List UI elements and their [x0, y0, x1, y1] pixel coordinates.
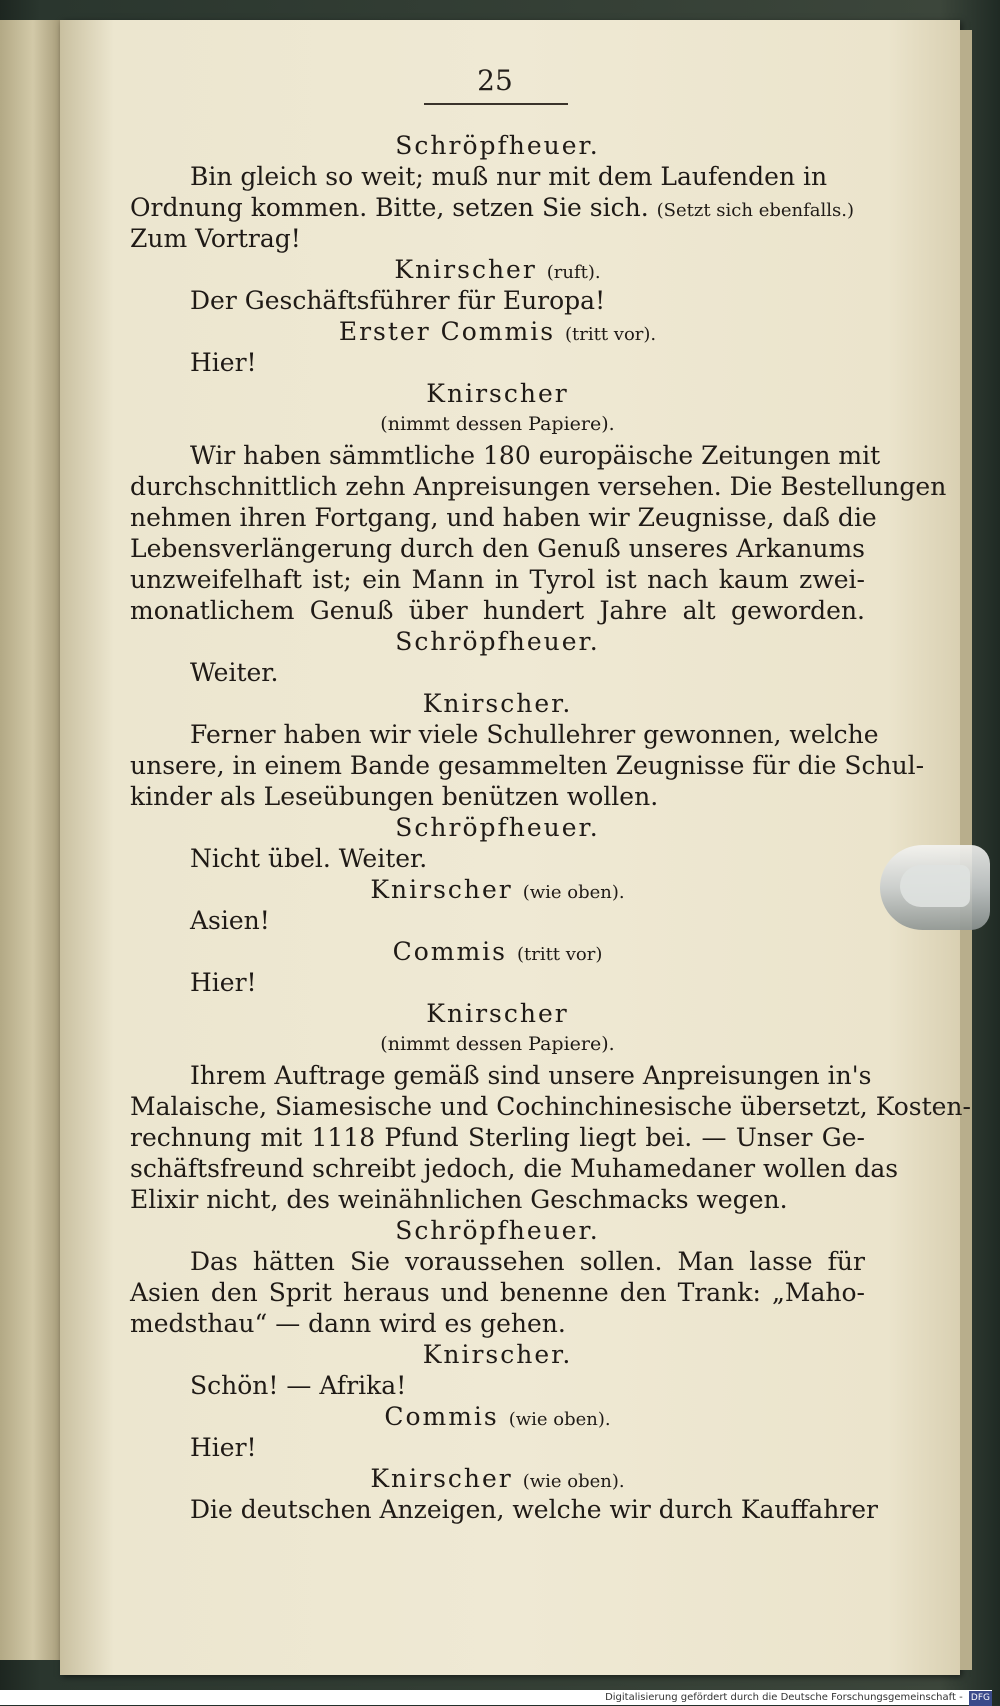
text-line — [130, 1091, 971, 1122]
facing-page-edge — [0, 20, 60, 1660]
footer-credit: Digitalisierung gefördert durch die Deutsche Forschungsgemeinschaft — [605, 1692, 956, 1703]
text-line — [130, 564, 865, 595]
text-line — [130, 1184, 865, 1215]
speaker-name — [130, 688, 865, 719]
stage-direction-text: (nimmt dessen Papiere). — [380, 1033, 615, 1055]
speaker-name — [130, 1463, 865, 1494]
speaker-name — [130, 626, 865, 657]
text-line-text: Zum Vortrag! — [130, 224, 301, 253]
text-line-text: Weiter. — [190, 658, 279, 687]
text-line — [130, 161, 865, 192]
speaker-name-text: Schröpfheuer. — [395, 813, 600, 842]
text-line-text: Bin gleich so weit; muß nur mit dem Laufenden in — [190, 162, 828, 191]
text-line-text: Schön! — Afrika! — [190, 1371, 407, 1400]
text-line — [130, 1432, 865, 1463]
header-rule — [424, 103, 568, 105]
text-line — [130, 967, 865, 998]
text-line — [130, 1246, 865, 1277]
speaker-name — [130, 1401, 865, 1432]
text-line — [130, 1277, 865, 1308]
text-line — [130, 1122, 865, 1153]
text-line-text: kinder als Leseübungen benützen wollen. — [130, 782, 659, 811]
text-line-text: Wir haben sämmtliche 180 europäische Zeitungen mit — [190, 441, 881, 470]
speaker-name-text: Erster Commis — [338, 317, 565, 346]
speaker-name — [130, 1339, 865, 1370]
text-line-text: Die deutschen Anzeigen, welche wir durch Kauffahrer — [190, 1495, 878, 1524]
text-line — [130, 1060, 872, 1091]
text-line-text: monatlichem Genuß über hundert Jahre alt geworden. — [130, 596, 865, 625]
paper-clip-inner — [900, 865, 970, 907]
stage-direction — [130, 409, 865, 440]
text-line — [130, 471, 947, 502]
text-line — [130, 1308, 865, 1339]
text-line — [130, 657, 865, 688]
page-number: 25 — [477, 64, 513, 97]
speaker-name — [130, 130, 865, 161]
text-line-text: Malaische, Siamesische und Cochinchinesische übersetzt, Kosten- — [130, 1092, 971, 1121]
speaker-name-text: Schröpfheuer. — [395, 627, 600, 656]
play-text — [130, 130, 971, 1525]
speaker-name-text: Knirscher. — [422, 689, 573, 718]
text-line-text: schäftsfreund schreibt jedoch, die Muhamedaner wollen das — [130, 1154, 899, 1183]
text-line-text: Asien! — [190, 906, 270, 935]
text-line-text: Das hätten Sie voraussehen sollen. Man lasse für — [190, 1247, 865, 1276]
text-line-text: rechnung mit 1118 Pfund Sterling liegt bei. — Unser Ge- — [130, 1123, 865, 1152]
speaker-name-text: Knirscher — [370, 1464, 523, 1493]
text-line — [130, 781, 865, 812]
speaker-name — [130, 936, 865, 967]
text-line — [130, 1370, 865, 1401]
text-line — [130, 533, 865, 564]
text-line-text: Asien den Sprit heraus und benenne den Trank: „Maho- — [130, 1278, 865, 1307]
stage-direction-inline: (wie oben). — [522, 882, 625, 903]
text-line — [130, 223, 865, 254]
text-line — [130, 285, 865, 316]
speaker-name — [130, 998, 865, 1029]
speaker-name-text: Schröpfheuer. — [395, 131, 600, 160]
speaker-name-text: Knirscher. — [422, 1340, 573, 1369]
text-line — [130, 595, 865, 626]
text-line — [130, 719, 879, 750]
text-line — [130, 905, 865, 936]
speaker-name-text: Knirscher — [370, 875, 523, 904]
speaker-name — [130, 316, 865, 347]
text-line-text: Hier! — [190, 1433, 257, 1462]
text-line — [130, 1494, 878, 1525]
speaker-name — [130, 1215, 865, 1246]
text-line-text: Ordnung kommen. Bitte, setzen Sie sich. — [130, 193, 657, 222]
text-line-text: durchschnittlich zehn Anpreisungen versehen. Die Bestellungen — [130, 472, 947, 501]
stage-direction-inline: (wie oben). — [508, 1409, 611, 1430]
speaker-name-text: Commis — [392, 937, 517, 966]
stage-direction-inline: (ruft). — [546, 262, 601, 283]
speaker-name — [130, 378, 865, 409]
stage-direction-inline: (tritt vor). — [564, 324, 657, 345]
text-line-text: Nicht übel. Weiter. — [190, 844, 428, 873]
stage-direction-text: (nimmt dessen Papiere). — [380, 413, 615, 435]
speaker-name — [130, 874, 865, 905]
text-line-text: unsere, in einem Bande gesammelten Zeugnisse für die Schul- — [130, 751, 925, 780]
text-line — [130, 347, 865, 378]
text-line-text: Ferner haben wir viele Schullehrer gewonnen, welche — [190, 720, 879, 749]
text-line-text: Lebensverlängerung durch den Genuß unseres Arkanums — [130, 534, 865, 563]
stage-direction — [130, 1029, 865, 1060]
speaker-name-text: Knirscher — [426, 379, 569, 408]
speaker-name-text: Knirscher — [426, 999, 569, 1028]
text-line — [130, 502, 877, 533]
text-line-text: Hier! — [190, 348, 257, 377]
text-line — [130, 843, 865, 874]
text-line — [130, 1153, 899, 1184]
speaker-name — [130, 254, 865, 285]
stage-direction-inline: (wie oben). — [522, 1471, 625, 1492]
speaker-name — [130, 812, 865, 843]
speaker-name-text: Schröpfheuer. — [395, 1216, 600, 1245]
text-line-text: medsthau“ — dann wird es gehen. — [130, 1309, 566, 1338]
text-line-text: Ihrem Auftrage gemäß sind unsere Anpreisungen in's — [190, 1061, 872, 1090]
text-line — [130, 750, 925, 781]
text-line-text: Elixir nicht, des weinähnlichen Geschmacks wegen. — [130, 1185, 788, 1214]
text-line-text: unzweifelhaft ist; ein Mann in Tyrol ist nach kaum zwei- — [130, 565, 865, 594]
speaker-name-text: Knirscher — [394, 255, 547, 284]
text-line-text: Der Geschäftsführer für Europa! — [190, 286, 606, 315]
stage-direction-inline: (Setzt sich ebenfalls.) — [656, 200, 855, 221]
text-line — [130, 440, 881, 471]
digitization-footer: Digitalisierung gefördert durch die Deutsche Forschungsgemeinschaft - DFG — [0, 1690, 992, 1705]
text-line-text: Hier! — [190, 968, 257, 997]
text-line-text: nehmen ihren Fortgang, und haben wir Zeugnisse, daß die — [130, 503, 877, 532]
stage-direction-inline: (tritt vor) — [516, 944, 603, 965]
dfg-logo: DFG — [969, 1691, 992, 1706]
speaker-name-text: Commis — [384, 1402, 509, 1431]
text-line — [130, 192, 865, 223]
